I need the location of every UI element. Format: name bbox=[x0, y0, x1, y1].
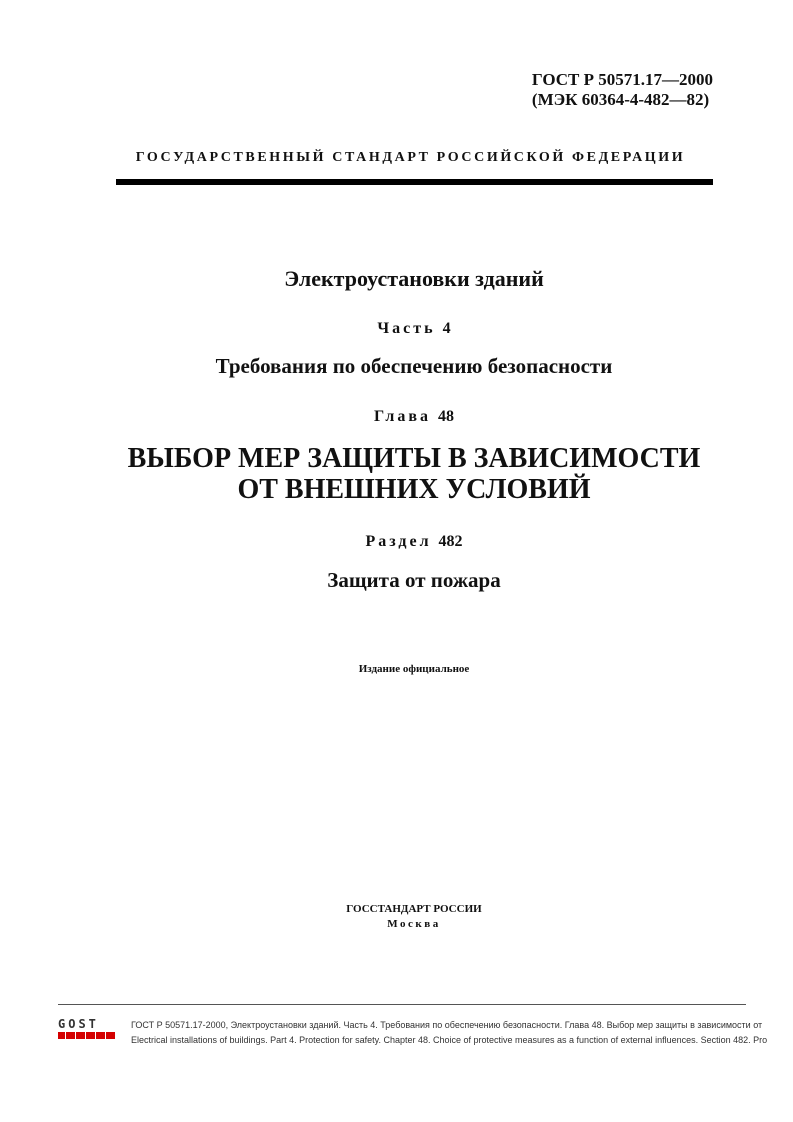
iec-number: (МЭК 60364-4-482—82) bbox=[531, 90, 710, 109]
chapter-number: 48 bbox=[438, 408, 454, 425]
publisher-name: ГОССТАНДАРТ РОССИИ bbox=[346, 903, 482, 915]
gost-logo-text: GOST bbox=[58, 1017, 99, 1031]
chapter-word: Глава bbox=[374, 408, 431, 425]
chapter-title-line1: ВЫБОР МЕР ЗАЩИТЫ В ЗАВИСИМОСТИ bbox=[127, 443, 701, 474]
section-title: Защита от пожара bbox=[327, 568, 501, 592]
part-title: Требования по обеспечению безопасности bbox=[215, 354, 613, 378]
part-label bbox=[30, 320, 793, 338]
publisher-city: Москва bbox=[387, 918, 441, 930]
edition-note: Издание официальное bbox=[358, 663, 470, 675]
header-divider bbox=[116, 179, 713, 185]
chapter-title bbox=[30, 443, 793, 505]
footer-line-russian: ГОСТ Р 50571.17-2000, Электроустановки зданий. Часть 4. Требования по обеспечению безопасности. Глава 48. Выбор мер защиты в зависимости от bbox=[131, 1020, 763, 1030]
part-word: Часть bbox=[377, 320, 436, 337]
standard-number-block bbox=[532, 70, 713, 110]
footer-divider bbox=[58, 1004, 746, 1005]
standard-number: ГОСТ Р 50571.17—2000 bbox=[531, 70, 713, 89]
footer-line-english: Electrical installations of buildings. Part 4. Protection for safety. Chapter 48. Choice of protective measures as a function of external influences. Section 482. Pro bbox=[131, 1035, 768, 1045]
main-title: Электроустановки зданий bbox=[284, 266, 544, 291]
section-number: 482 bbox=[438, 533, 463, 550]
gost-logo bbox=[58, 1018, 116, 1040]
state-standard-heading: ГОСУДАРСТВЕННЫЙ СТАНДАРТ РОССИЙСКОЙ ФЕДЕРАЦИИ bbox=[135, 150, 686, 165]
publisher-block bbox=[30, 902, 793, 932]
chapter-label bbox=[30, 408, 793, 426]
section-label bbox=[30, 533, 793, 551]
gost-logo-bar bbox=[58, 1032, 116, 1039]
section-word: Раздел bbox=[365, 533, 432, 550]
part-number: 4 bbox=[442, 320, 451, 337]
chapter-title-line2: ОТ ВНЕШНИХ УСЛОВИЙ bbox=[237, 474, 591, 505]
footer-description bbox=[131, 1018, 793, 1048]
